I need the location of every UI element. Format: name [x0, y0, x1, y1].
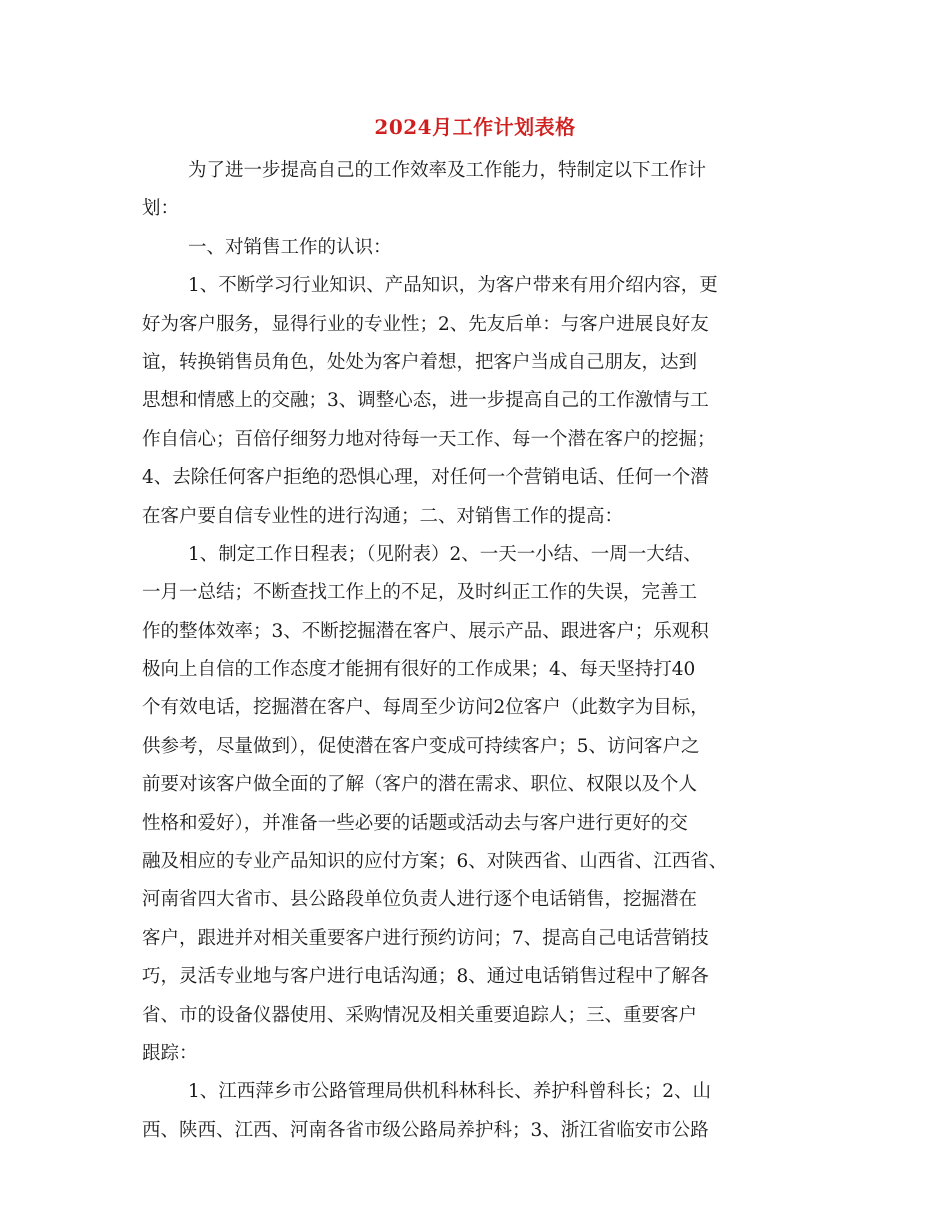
document-body — [142, 152, 810, 1150]
paragraph-line: 作的整体效率；3、不断挖掘潜在客户、展示产品、跟进客户；乐观积 — [142, 620, 709, 642]
paragraph-line: 河南省四大省市、县公路段单位负责人进行逐个电话销售，挖掘潜在 — [142, 889, 698, 911]
paragraph-line: 西、陕西、江西、河南各省市级公路局养护科；3、浙江省临安市公路 — [142, 1119, 709, 1141]
paragraph-line: 好为客户服务，显得行业的专业性；2、先友后单：与客户进展良好友 — [142, 313, 709, 335]
paragraph-line: 1、制定工作日程表；（见附表）2、一天一小结、一周一大结、 — [188, 543, 702, 565]
paragraph-line: 客户，跟进并对相关重要客户进行预约访问；7、提高自己电话营销技 — [142, 927, 709, 949]
paragraph-line: 思想和情感上的交融；3、调整心态，进一步提高自己的工作激情与工 — [142, 390, 709, 412]
paragraph-line: 作自信心；百倍仔细努力地对待每一天工作、每一个潜在客户的挖掘； — [142, 428, 716, 450]
paragraph-line: 一、对销售工作的认识： — [188, 236, 392, 258]
paragraph-line: 前要对该客户做全面的了解（客户的潜在需求、职位、权限以及个人 — [142, 774, 698, 796]
paragraph-line: 一月一总结；不断查找工作上的不足，及时纠正工作的失误，完善工 — [142, 582, 698, 604]
paragraph-line: 划： — [142, 198, 180, 220]
paragraph-line: 谊，转换销售员角色，处处为客户着想，把客户当成自己朋友，达到 — [142, 351, 698, 373]
paragraph-line: 省、市的设备仪器使用、采购情况及相关重要追踪人；三、重要客户 — [142, 1004, 698, 1026]
paragraph-line: 融及相应的专业产品知识的应付方案；6、对陕西省、山西省、江西省、 — [142, 851, 728, 873]
paragraph-line: 1、江西萍乡市公路管理局供机科林科长、养护科曾科长；2、山 — [188, 1081, 712, 1103]
paragraph-line: 1、不断学习行业知识、产品知识，为客户带来有用介绍内容，更 — [188, 275, 718, 297]
paragraph-line: 个有效电话，挖掘潜在客户、每周至少访问2位客户（此数字为目标， — [142, 697, 709, 719]
paragraph-line: 在客户要自信专业性的进行沟通；二、对销售工作的提高： — [142, 505, 624, 527]
paragraph-line: 供参考，尽量做到），促使潜在客户变成可持续客户；5、访问客户之 — [142, 735, 700, 757]
paragraph-line: 跟踪： — [142, 1042, 198, 1064]
paragraph-line: 极向上自信的工作态度才能拥有很好的工作成果；4、每天坚持打40 — [142, 659, 696, 681]
paragraph-line: 性格和爱好），并准备一些必要的话题或活动去与客户进行更好的交 — [142, 812, 688, 834]
paragraph-line: 为了进一步提高自己的工作效率及工作能力，特制定以下工作计 — [188, 160, 707, 181]
paragraph-line: 4、去除任何客户拒绝的恐惧心理，对任何一个营销电话、任何一个潜 — [142, 467, 709, 489]
document-title: 2024月工作计划表格 — [374, 115, 576, 139]
paragraph-line: 巧，灵活专业地与客户进行电话沟通；8、通过电话销售过程中了解各 — [142, 966, 709, 988]
